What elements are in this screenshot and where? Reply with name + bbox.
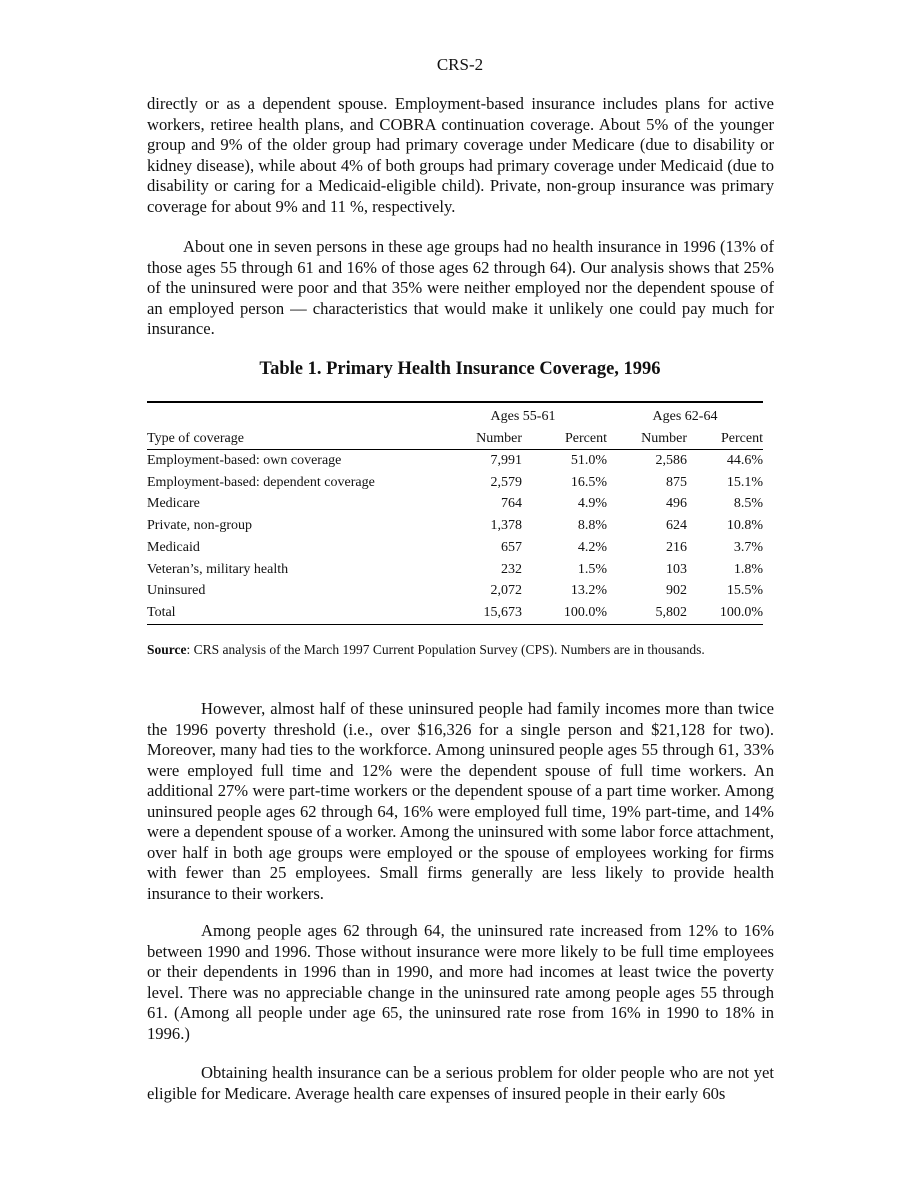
- group-header-ages-62-64: Ages 62-64: [652, 409, 718, 424]
- source-label: Source: [147, 642, 187, 657]
- table-row: [147, 493, 763, 515]
- column-header-number-55: Number: [439, 429, 522, 450]
- row-label: Uninsured: [147, 583, 206, 599]
- cell-percent-62: 3.7%: [733, 539, 763, 555]
- row-label: Medicaid: [147, 539, 200, 555]
- paragraph-1: directly or as a dependent spouse. Employment-based insurance includes plans for active workers, retiree health plans, and COBRA continuation coverage. About 5% of the younger group and 9% of the older group had primary coverage under Medicare (due to disability or kidney disease), while about 4% of both groups had primary coverage under Medicaid (due to disability or caring for a Medicaid-eligible child). Private, non-group insurance was primary coverage for about 9% and 11 %, respectively.: [147, 94, 774, 216]
- cell-number-62: 5,802: [607, 602, 687, 624]
- cell-percent-55: 1.5%: [577, 561, 607, 577]
- group-header-ages-55-61: Ages 55-61: [490, 409, 556, 424]
- cell-number-55: 2,072: [490, 583, 522, 599]
- table-group-header-row: [147, 403, 763, 429]
- column-header-percent-55: Percent: [522, 429, 607, 450]
- cell-number-62: 216: [666, 539, 687, 555]
- cell-number-55: 764: [501, 496, 522, 512]
- cell-number-55: 2,579: [490, 474, 522, 490]
- row-label: Employment-based: dependent coverage: [147, 474, 375, 490]
- paragraph-2: About one in seven persons in these age groups had no health insurance in 1996 (13% of those ages 55 through 61 and 16% of those ages 62 through 64). Our analysis shows that 25% of the uninsured were poor and that 35% were neither employed nor the dependent spouse of an employed person — characteristics that would make it unlikely one could pay much for insurance.: [147, 237, 774, 338]
- cell-percent-55: 100.0%: [522, 602, 607, 624]
- table-row: [147, 537, 763, 559]
- cell-number-62: 2,586: [655, 453, 687, 468]
- row-label: Veteran’s, military health: [147, 561, 289, 577]
- cell-percent-62: 100.0%: [687, 602, 763, 624]
- table-row: [147, 559, 763, 581]
- table-row: [147, 450, 763, 472]
- row-label: Total: [147, 602, 439, 624]
- table-row: [147, 515, 763, 537]
- cell-number-55: 1,378: [490, 518, 522, 534]
- cell-number-62: 103: [666, 561, 687, 577]
- table-title: Table 1. Primary Health Insurance Coverage, 1996: [259, 359, 661, 379]
- row-label: Employment-based: own coverage: [147, 453, 342, 468]
- cell-percent-62: 15.5%: [726, 583, 763, 599]
- cell-percent-55: 51.0%: [570, 453, 607, 468]
- table-row: [147, 580, 763, 602]
- row-label: Medicare: [147, 496, 200, 512]
- cell-number-55: 232: [501, 561, 522, 577]
- cell-percent-62: 10.8%: [726, 518, 763, 534]
- paragraph-4: Among people ages 62 through 64, the uninsured rate increased from 12% to 16% between 1990 and 1996. Those without insurance were more likely to be full time employees or their dependents in 1996 than in 1990, and more had incomes at least twice the poverty level. There was no appreciable change in the uninsured rate among people ages 55 through 61. (Among all people under age 65, the uninsured rate rose from 16% in 1990 to 18% in 1996.): [147, 921, 774, 1043]
- paragraph-3: However, almost half of these uninsured people had family incomes more than twice the 1996 poverty threshold (i.e., over $16,326 for a single person and $21,128 for two). Moreover, many had ties to the workforce. Among uninsured people ages 55 through 61, 33% were employed full time and 12% were the dependent spouse of full time workers. An additional 27% were part-time workers or the dependent spouse of a part time worker. Among uninsured people ages 62 through 64, 16% were employed full time, 19% part-time, and 14% were a dependent spouse of a worker. Among the uninsured with some labor force attachment, over half in both age groups were employed or the spouse of employees working for firms with fewer than 25 employees. Small firms generally are less likely to provide health insurance to their workers.: [147, 699, 774, 903]
- cell-percent-55: 16.5%: [570, 474, 607, 490]
- cell-percent-62: 8.5%: [733, 496, 763, 512]
- cell-percent-55: 8.8%: [577, 518, 607, 534]
- cell-percent-62: 44.6%: [726, 453, 763, 468]
- row-label: Private, non-group: [147, 518, 252, 534]
- cell-number-62: 875: [666, 474, 687, 490]
- source-text: : CRS analysis of the March 1997 Current Population Survey (CPS). Numbers are in thousands.: [186, 642, 705, 657]
- table-total-row: [147, 602, 763, 624]
- column-header-percent-62: Percent: [687, 429, 763, 450]
- cell-number-62: 624: [666, 518, 687, 534]
- table-row: [147, 472, 763, 494]
- cell-percent-55: 13.2%: [570, 583, 607, 599]
- page-number: CRS-2: [436, 55, 484, 74]
- paragraph-5: Obtaining health insurance can be a serious problem for older people who are not yet eligible for Medicare. Average health care expenses of insured people in their early 60s: [147, 1063, 774, 1103]
- cell-number-62: 496: [666, 496, 687, 512]
- cell-percent-55: 4.9%: [577, 496, 607, 512]
- cell-number-62: 902: [666, 583, 687, 599]
- table-column-header-row: [147, 429, 763, 450]
- table-source-note: [147, 641, 759, 659]
- cell-percent-62: 15.1%: [726, 474, 763, 490]
- cell-percent-55: 4.2%: [577, 539, 607, 555]
- cell-number-55: 15,673: [439, 602, 522, 624]
- column-header-number-62: Number: [607, 429, 687, 450]
- cell-number-55: 657: [501, 539, 522, 555]
- coverage-table: [147, 401, 763, 625]
- cell-percent-62: 1.8%: [733, 561, 763, 577]
- column-header-type: Type of coverage: [147, 429, 439, 450]
- cell-number-55: 7,991: [490, 453, 522, 468]
